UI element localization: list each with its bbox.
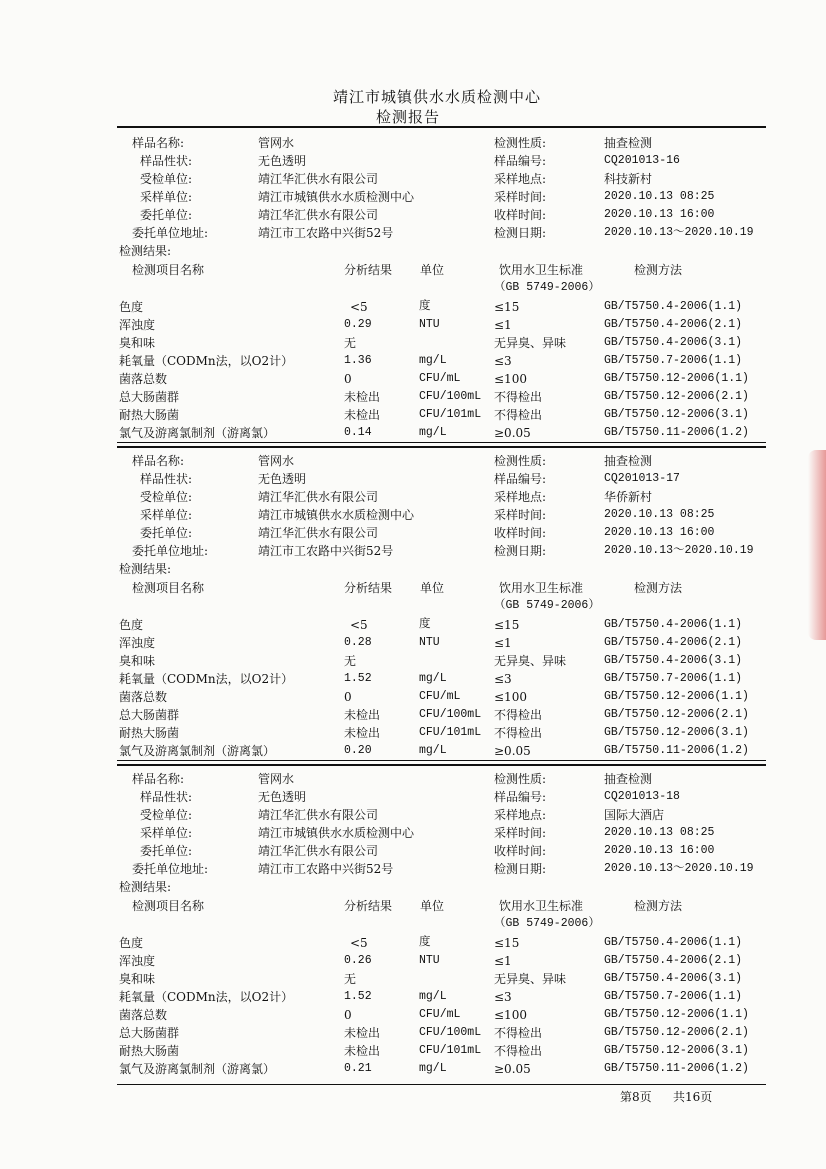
item-result: 无 (344, 972, 357, 986)
label-sampling-site: 采样地点: (494, 172, 547, 186)
item-method: GB/T5750.7-2006(1.1) (604, 990, 743, 1003)
label-sample-no: 样品编号: (494, 154, 547, 168)
item-standard: 不得检出 (494, 1026, 543, 1040)
report-title: 检测报告 (376, 108, 441, 126)
field-sample-no: CQ201013-18 (604, 790, 680, 803)
col-result-header: 分析结果 (344, 899, 393, 913)
item-method: GB/T5750.12-2006(1.1) (604, 1008, 749, 1021)
item-name: 耗氧量（CODMn法，以O2计） (119, 354, 294, 368)
seal-edge (808, 450, 826, 640)
field-sample-state: 无色透明 (258, 472, 307, 486)
item-result: 0.26 (344, 954, 372, 967)
item-result: 无 (344, 336, 357, 350)
col-standard-header: 饮用水卫生标准 (499, 581, 584, 595)
field-sampling-unit: 靖江市城镇供水水质检测中心 (258, 826, 415, 840)
item-method: GB/T5750.12-2006(3.1) (604, 408, 749, 421)
item-name: 菌落总数 (119, 690, 168, 704)
item-result: 0.28 (344, 636, 372, 649)
item-method: GB/T5750.4-2006(1.1) (604, 618, 743, 631)
item-method: GB/T5750.12-2006(2.1) (604, 708, 749, 721)
item-unit: NTU (419, 636, 440, 649)
item-standard: 不得检出 (494, 390, 543, 404)
item-method: GB/T5750.4-2006(3.1) (604, 654, 743, 667)
item-result: <5 (350, 618, 368, 632)
field-receive-time: 2020.10.13 16:00 (604, 844, 715, 857)
label-test-date: 检测日期: (494, 226, 547, 240)
item-unit: 度 (419, 300, 431, 313)
item-method: GB/T5750.12-2006(2.1) (604, 1026, 749, 1039)
item-unit: CFU/100mL (419, 1026, 482, 1039)
field-test-type: 抽查检测 (604, 136, 653, 150)
item-name: 色度 (119, 936, 144, 950)
item-unit: CFU/mL (419, 372, 461, 385)
item-result: 0 (344, 1008, 352, 1022)
field-test-date: 2020.10.13～2020.10.19 (604, 226, 754, 239)
col-standard-code: （GB 5749-2006） (494, 917, 600, 930)
label-test-type: 检测性质: (494, 772, 547, 786)
results-heading: 检测结果: (119, 244, 172, 258)
col-method-header: 检测方法 (634, 899, 683, 913)
item-method: GB/T5750.7-2006(1.1) (604, 354, 743, 367)
label-client-address: 委托单位地址: (132, 544, 209, 558)
item-standard: ≤1 (494, 954, 512, 968)
field-inspected-unit: 靖江华汇供水有限公司 (258, 808, 379, 822)
item-name: 浑浊度 (119, 318, 156, 332)
item-method: GB/T5750.4-2006(1.1) (604, 300, 743, 313)
field-sample-name: 管网水 (258, 454, 295, 468)
col-standard-header: 饮用水卫生标准 (499, 899, 584, 913)
footer-page: 第8页 (620, 1090, 652, 1104)
item-standard: 不得检出 (494, 408, 543, 422)
label-sample-state: 样品性状: (140, 154, 193, 168)
item-standard: 无异臭、异味 (494, 972, 567, 986)
item-result: 0.29 (344, 318, 372, 331)
item-result: 0 (344, 690, 352, 704)
item-result: 未检出 (344, 708, 381, 722)
item-standard: ≥0.05 (494, 1062, 531, 1076)
col-unit-header: 单位 (420, 263, 445, 277)
label-client-unit: 委托单位: (140, 208, 193, 222)
item-method: GB/T5750.12-2006(2.1) (604, 390, 749, 403)
item-result: 未检出 (344, 726, 381, 740)
item-unit: CFU/mL (419, 1008, 461, 1021)
item-name: 总大肠菌群 (119, 390, 180, 404)
item-name: 耐热大肠菌 (119, 726, 180, 740)
field-sampling-site: 科技新村 (604, 172, 653, 186)
label-receive-time: 收样时间: (494, 526, 547, 540)
field-sampling-time: 2020.10.13 08:25 (604, 826, 715, 839)
item-unit: mg/L (419, 1062, 447, 1075)
item-method: GB/T5750.4-2006(2.1) (604, 318, 743, 331)
label-sample-no: 样品编号: (494, 472, 547, 486)
item-name: 菌落总数 (119, 1008, 168, 1022)
field-inspected-unit: 靖江华汇供水有限公司 (258, 172, 379, 186)
label-client-unit: 委托单位: (140, 526, 193, 540)
field-client-address: 靖江市工农路中兴街52号 (258, 862, 394, 876)
item-unit: CFU/101mL (419, 1044, 482, 1057)
item-unit: CFU/101mL (419, 408, 482, 421)
org-title: 靖江市城镇供水水质检测中心 (333, 88, 542, 106)
label-sample-name: 样品名称: (132, 136, 185, 150)
item-standard: ≤15 (494, 300, 520, 314)
label-sampling-time: 采样时间: (494, 826, 547, 840)
item-result: 1.52 (344, 672, 372, 685)
label-sample-state: 样品性状: (140, 472, 193, 486)
item-unit: NTU (419, 954, 440, 967)
item-unit: mg/L (419, 990, 447, 1003)
col-result-header: 分析结果 (344, 263, 393, 277)
label-sampling-time: 采样时间: (494, 508, 547, 522)
col-unit-header: 单位 (420, 899, 445, 913)
item-method: GB/T5750.12-2006(3.1) (604, 1044, 749, 1057)
item-name: 氯气及游离氯制剂（游离氯） (119, 744, 276, 758)
item-result: 0.20 (344, 744, 372, 757)
item-standard: ≤3 (494, 672, 512, 686)
item-standard: ≥0.05 (494, 426, 531, 440)
label-test-type: 检测性质: (494, 136, 547, 150)
item-unit: 度 (419, 618, 431, 631)
field-sample-no: CQ201013-16 (604, 154, 680, 167)
label-sampling-unit: 采样单位: (140, 508, 193, 522)
item-result: 0.21 (344, 1062, 372, 1075)
field-test-type: 抽查检测 (604, 454, 653, 468)
item-method: GB/T5750.12-2006(1.1) (604, 372, 749, 385)
label-test-date: 检测日期: (494, 862, 547, 876)
item-name: 浑浊度 (119, 636, 156, 650)
block-separator (117, 764, 766, 766)
field-sample-state: 无色透明 (258, 790, 307, 804)
item-result: 0.14 (344, 426, 372, 439)
item-name: 氯气及游离氯制剂（游离氯） (119, 1062, 276, 1076)
item-name: 耗氧量（CODMn法，以O2计） (119, 672, 294, 686)
field-client-address: 靖江市工农路中兴街52号 (258, 544, 394, 558)
item-method: GB/T5750.12-2006(3.1) (604, 726, 749, 739)
field-test-type: 抽查检测 (604, 772, 653, 786)
item-unit: 度 (419, 936, 431, 949)
col-item-header: 检测项目名称 (132, 263, 205, 277)
block-separator (117, 760, 766, 761)
field-sample-name: 管网水 (258, 772, 295, 786)
item-standard: ≤1 (494, 636, 512, 650)
item-method: GB/T5750.4-2006(3.1) (604, 336, 743, 349)
item-name: 耐热大肠菌 (119, 408, 180, 422)
item-unit: CFU/100mL (419, 390, 482, 403)
label-sample-state: 样品性状: (140, 790, 193, 804)
field-client-unit: 靖江华汇供水有限公司 (258, 526, 379, 540)
results-heading: 检测结果: (119, 880, 172, 894)
label-test-type: 检测性质: (494, 454, 547, 468)
label-inspected-unit: 受检单位: (140, 490, 193, 504)
item-name: 总大肠菌群 (119, 1026, 180, 1040)
col-result-header: 分析结果 (344, 581, 393, 595)
item-name: 耐热大肠菌 (119, 1044, 180, 1058)
field-sampling-site: 国际大酒店 (604, 808, 665, 822)
label-inspected-unit: 受检单位: (140, 172, 193, 186)
item-result: 1.52 (344, 990, 372, 1003)
label-test-date: 检测日期: (494, 544, 547, 558)
item-result: <5 (350, 936, 368, 950)
item-method: GB/T5750.11-2006(1.2) (604, 1062, 749, 1075)
field-inspected-unit: 靖江华汇供水有限公司 (258, 490, 379, 504)
field-sample-no: CQ201013-17 (604, 472, 680, 485)
col-method-header: 检测方法 (634, 581, 683, 595)
item-standard: 无异臭、异味 (494, 336, 567, 350)
block-separator (117, 442, 766, 443)
footer-total: 共16页 (673, 1090, 713, 1104)
item-name: 总大肠菌群 (119, 708, 180, 722)
item-standard: 无异臭、异味 (494, 654, 567, 668)
label-client-unit: 委托单位: (140, 844, 193, 858)
item-standard: 不得检出 (494, 726, 543, 740)
label-client-address: 委托单位地址: (132, 862, 209, 876)
label-sampling-site: 采样地点: (494, 808, 547, 822)
results-heading: 检测结果: (119, 562, 172, 576)
label-sample-name: 样品名称: (132, 454, 185, 468)
item-method: GB/T5750.11-2006(1.2) (604, 426, 749, 439)
item-standard: ≤3 (494, 354, 512, 368)
item-name: 臭和味 (119, 972, 156, 986)
field-receive-time: 2020.10.13 16:00 (604, 526, 715, 539)
item-name: 色度 (119, 300, 144, 314)
field-sample-name: 管网水 (258, 136, 295, 150)
item-method: GB/T5750.4-2006(3.1) (604, 972, 743, 985)
label-inspected-unit: 受检单位: (140, 808, 193, 822)
item-standard: ≤100 (494, 372, 527, 386)
item-result: 无 (344, 654, 357, 668)
item-unit: mg/L (419, 744, 447, 757)
field-test-date: 2020.10.13～2020.10.19 (604, 862, 754, 875)
item-result: 0 (344, 372, 352, 386)
label-receive-time: 收样时间: (494, 844, 547, 858)
item-method: GB/T5750.7-2006(1.1) (604, 672, 743, 685)
item-standard: ≤100 (494, 690, 527, 704)
item-name: 色度 (119, 618, 144, 632)
col-item-header: 检测项目名称 (132, 581, 205, 595)
item-unit: mg/L (419, 354, 447, 367)
label-sampling-site: 采样地点: (494, 490, 547, 504)
field-sampling-unit: 靖江市城镇供水水质检测中心 (258, 508, 415, 522)
item-method: GB/T5750.12-2006(1.1) (604, 690, 749, 703)
item-result: <5 (350, 300, 368, 314)
item-unit: NTU (419, 318, 440, 331)
field-receive-time: 2020.10.13 16:00 (604, 208, 715, 221)
item-method: GB/T5750.4-2006(1.1) (604, 936, 743, 949)
item-name: 臭和味 (119, 336, 156, 350)
field-client-address: 靖江市工农路中兴街52号 (258, 226, 394, 240)
item-result: 未检出 (344, 1026, 381, 1040)
col-unit-header: 单位 (420, 581, 445, 595)
item-result: 未检出 (344, 1044, 381, 1058)
item-unit: mg/L (419, 672, 447, 685)
field-sampling-time: 2020.10.13 08:25 (604, 508, 715, 521)
item-standard: ≤3 (494, 990, 512, 1004)
field-client-unit: 靖江华汇供水有限公司 (258, 208, 379, 222)
item-name: 耗氧量（CODMn法，以O2计） (119, 990, 294, 1004)
field-client-unit: 靖江华汇供水有限公司 (258, 844, 379, 858)
field-sampling-unit: 靖江市城镇供水水质检测中心 (258, 190, 415, 204)
item-standard: ≥0.05 (494, 744, 531, 758)
item-unit: CFU/101mL (419, 726, 482, 739)
item-standard: ≤1 (494, 318, 512, 332)
item-unit: CFU/100mL (419, 708, 482, 721)
title-rule (117, 126, 766, 128)
footer-rule (117, 1084, 766, 1085)
item-method: GB/T5750.4-2006(2.1) (604, 636, 743, 649)
col-item-header: 检测项目名称 (132, 899, 205, 913)
item-unit: mg/L (419, 426, 447, 439)
item-method: GB/T5750.4-2006(2.1) (604, 954, 743, 967)
col-standard-code: （GB 5749-2006） (494, 281, 600, 294)
item-name: 臭和味 (119, 654, 156, 668)
label-sampling-unit: 采样单位: (140, 826, 193, 840)
item-result: 未检出 (344, 408, 381, 422)
label-receive-time: 收样时间: (494, 208, 547, 222)
item-standard: ≤15 (494, 936, 520, 950)
item-standard: ≤15 (494, 618, 520, 632)
label-sampling-unit: 采样单位: (140, 190, 193, 204)
item-unit: CFU/mL (419, 690, 461, 703)
item-name: 氯气及游离氯制剂（游离氯） (119, 426, 276, 440)
item-standard: ≤100 (494, 1008, 527, 1022)
label-sample-name: 样品名称: (132, 772, 185, 786)
col-method-header: 检测方法 (634, 263, 683, 277)
item-method: GB/T5750.11-2006(1.2) (604, 744, 749, 757)
label-client-address: 委托单位地址: (132, 226, 209, 240)
label-sampling-time: 采样时间: (494, 190, 547, 204)
col-standard-header: 饮用水卫生标准 (499, 263, 584, 277)
col-standard-code: （GB 5749-2006） (494, 599, 600, 612)
label-sample-no: 样品编号: (494, 790, 547, 804)
field-sampling-site: 华侨新村 (604, 490, 653, 504)
item-name: 浑浊度 (119, 954, 156, 968)
item-result: 未检出 (344, 390, 381, 404)
field-sampling-time: 2020.10.13 08:25 (604, 190, 715, 203)
field-test-date: 2020.10.13～2020.10.19 (604, 544, 754, 557)
item-name: 菌落总数 (119, 372, 168, 386)
field-sample-state: 无色透明 (258, 154, 307, 168)
item-standard: 不得检出 (494, 1044, 543, 1058)
block-separator (117, 446, 766, 448)
item-result: 1.36 (344, 354, 372, 367)
item-standard: 不得检出 (494, 708, 543, 722)
